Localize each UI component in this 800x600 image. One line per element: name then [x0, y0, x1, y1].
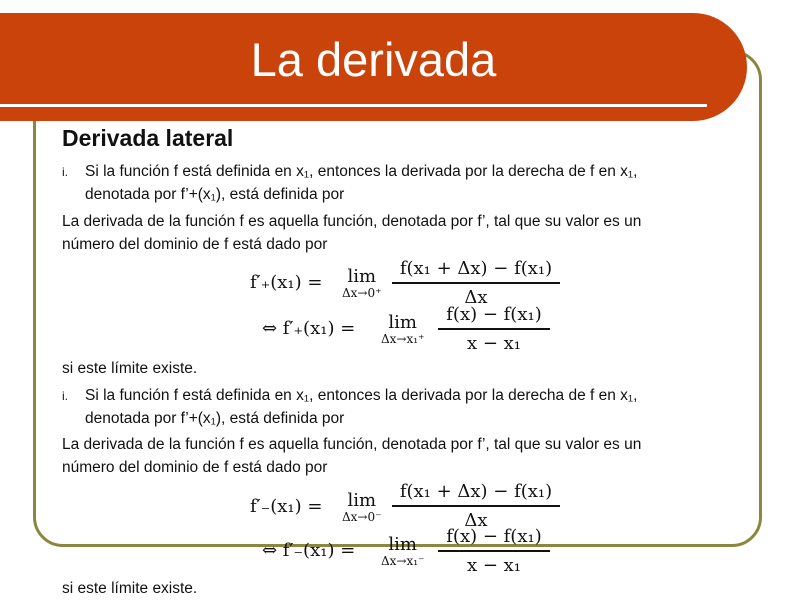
list-marker: i. — [62, 165, 68, 179]
fraction-bar — [438, 550, 550, 552]
limit-subscript: Δx→0⁻ — [342, 510, 382, 524]
limit-text: lim — [347, 490, 377, 511]
paragraph-line: La derivada de la función f es aquella función, denotada por f’, tal que su valor es un — [62, 436, 642, 453]
list-item — [62, 160, 742, 206]
fraction — [392, 481, 560, 531]
closing-text: si este límite existe. — [62, 580, 198, 597]
fraction-numerator: f(x) − f(x₁) — [446, 526, 542, 547]
formula-lhs: ⇔ f′₋(x₁) = — [262, 540, 356, 561]
paragraph-line: La derivada de la función f es aquella función, denotada por f’, tal que su valor es un — [62, 213, 642, 230]
fraction-numerator: f(x₁ + Δx) − f(x₁) — [399, 258, 553, 279]
paragraph — [62, 433, 752, 479]
formula-lhs: f′₊(x₁) = — [250, 272, 323, 293]
limit-operator — [381, 312, 424, 345]
list-item — [62, 384, 742, 430]
banner-divider — [0, 104, 707, 107]
limit-operator — [342, 490, 381, 523]
formula-lhs: ⇔ f′₊(x₁) = — [262, 318, 356, 339]
limit-text: lim — [388, 312, 417, 333]
paragraph-line: número del dominio de f está dado por — [62, 236, 328, 253]
list-item-line: Si la función f está definida en x₁, entonces la derivada por la derecha de f en x₁, — [85, 163, 638, 180]
closing-text: si este límite existe. — [62, 360, 198, 377]
fraction-denominator: Δx — [464, 286, 488, 308]
limit-operator — [381, 534, 424, 567]
paragraph — [62, 210, 752, 256]
fraction-numerator: f(x) − f(x₁) — [446, 304, 542, 325]
list-item-line: denotada por f’+(x₁), está definida por — [85, 410, 345, 427]
section-heading: Derivada lateral — [62, 125, 234, 151]
fraction-denominator: x − x₁ — [466, 554, 522, 576]
limit-text: lim — [388, 534, 417, 555]
fraction-bar — [392, 505, 560, 507]
fraction-denominator: x − x₁ — [466, 332, 522, 354]
fraction-denominator: Δx — [464, 509, 488, 531]
slide-title: La derivada — [250, 33, 497, 86]
limit-text: lim — [347, 266, 377, 287]
fraction — [438, 526, 550, 576]
limit-subscript: Δx→0⁺ — [342, 286, 382, 300]
list-marker: i. — [62, 389, 68, 403]
list-item-line: denotada por f’+(x₁), está definida por — [85, 186, 345, 203]
list-item-line: Si la función f está definida en x₁, entonces la derivada por la derecha de f en x₁, — [85, 387, 638, 404]
fraction — [438, 304, 550, 354]
fraction-bar — [438, 328, 550, 330]
fraction-numerator: f(x₁ + Δx) − f(x₁) — [399, 481, 553, 502]
fraction — [392, 258, 560, 308]
limit-subscript: Δx→x₁⁻ — [381, 554, 425, 568]
formula-lhs: f′₋(x₁) = — [250, 496, 323, 517]
fraction-bar — [392, 282, 560, 284]
limit-operator — [342, 266, 381, 299]
paragraph-line: número del dominio de f está dado por — [62, 459, 328, 476]
limit-subscript: Δx→x₁⁺ — [381, 332, 425, 346]
